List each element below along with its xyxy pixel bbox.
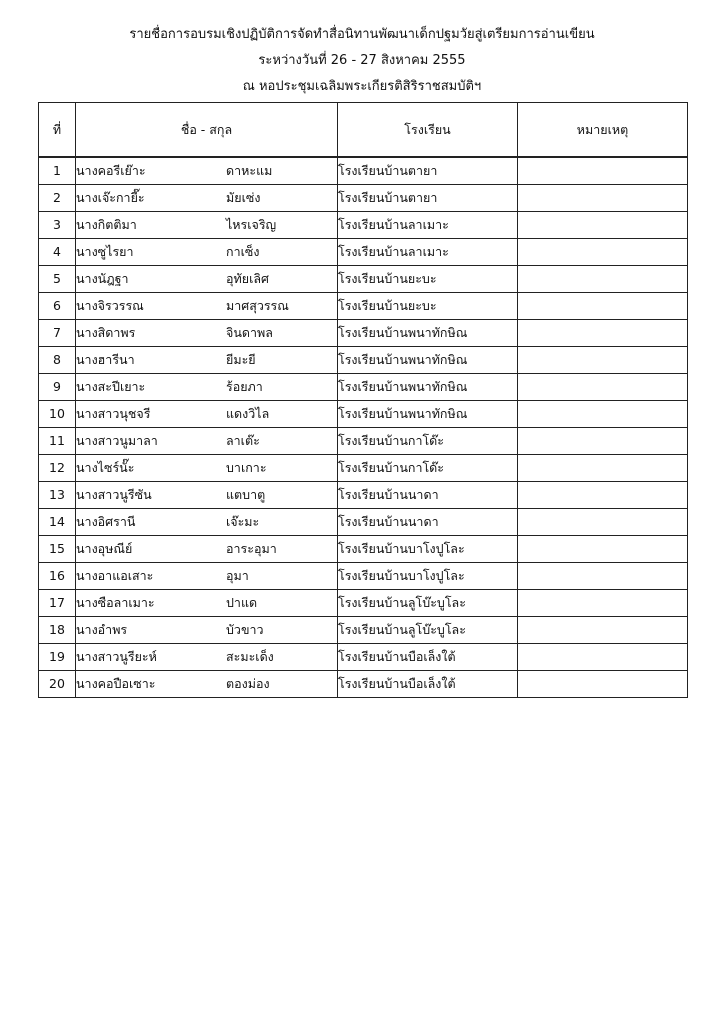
- row-number: 5: [39, 266, 76, 293]
- row-remark: [518, 401, 688, 428]
- row-number: 10: [39, 401, 76, 428]
- row-school: โรงเรียนบ้านยะบะ: [338, 293, 518, 320]
- row-first-name: นางสะปีเยาะ: [76, 379, 146, 394]
- row-last-name: จินดาพล: [226, 325, 273, 340]
- row-full-name: [76, 482, 338, 509]
- row-full-name: [76, 428, 338, 455]
- table-row: [39, 293, 688, 320]
- table-row: [39, 671, 688, 698]
- row-number: 20: [39, 671, 76, 698]
- row-school: โรงเรียนบ้านตายา: [338, 185, 518, 212]
- row-number: 7: [39, 320, 76, 347]
- row-school: โรงเรียนบ้านกาโด๊ะ: [338, 455, 518, 482]
- row-last-name: อาระอุมา: [226, 541, 277, 556]
- row-last-name: ดาหะแม: [226, 163, 273, 178]
- table-row: [39, 455, 688, 482]
- row-full-name: [76, 374, 338, 401]
- row-remark: [518, 185, 688, 212]
- row-school: โรงเรียนบ้านลูโบ๊ะบูโละ: [338, 590, 518, 617]
- row-full-name: [76, 644, 338, 671]
- row-last-name: ปาแด: [226, 595, 258, 610]
- row-school: โรงเรียนบ้านพนาทักษิณ: [338, 401, 518, 428]
- row-first-name: นางอิศรานี: [76, 514, 136, 529]
- row-number: 9: [39, 374, 76, 401]
- row-remark: [518, 590, 688, 617]
- row-last-name: สะมะเด็ง: [226, 649, 274, 664]
- row-last-name: อุทัยเลิศ: [226, 271, 269, 286]
- row-remark: [518, 644, 688, 671]
- document-title: รายชื่อการอบรมเชิงปฏิบัติการจัดทำสื่อนิทานพัฒนาเด็กปฐมวัยสู่เตรียมการอ่านเขียน: [129, 27, 595, 42]
- row-school: โรงเรียนบ้านลาเมาะ: [338, 212, 518, 239]
- row-full-name: [76, 212, 338, 239]
- row-school: โรงเรียนบ้านบือเล็งใต้: [338, 671, 518, 698]
- row-remark: [518, 266, 688, 293]
- document-venue-line: ณ หอประชุมเฉลิมพระเกียรติสิริราชสมบัติฯ: [242, 79, 482, 94]
- table-row: [39, 212, 688, 239]
- row-full-name: [76, 563, 338, 590]
- row-remark: [518, 239, 688, 266]
- row-remark: [518, 455, 688, 482]
- row-number: 11: [39, 428, 76, 455]
- row-number: 18: [39, 617, 76, 644]
- row-last-name: มัยเซ่ง: [226, 190, 261, 205]
- table-row: [39, 563, 688, 590]
- row-school: โรงเรียนบ้านนาดา: [338, 482, 518, 509]
- row-last-name: ยีมะยี: [226, 352, 256, 367]
- header-name: ชื่อ - สกุล: [76, 103, 338, 158]
- table-row: [39, 590, 688, 617]
- row-full-name: [76, 320, 338, 347]
- table-row: [39, 239, 688, 266]
- row-number: 15: [39, 536, 76, 563]
- row-school: โรงเรียนบ้านตายา: [338, 157, 518, 185]
- table-row: [39, 509, 688, 536]
- row-number: 12: [39, 455, 76, 482]
- table-row: [39, 266, 688, 293]
- header-school: โรงเรียน: [338, 103, 518, 158]
- row-last-name: ไหรเจริญ: [226, 217, 277, 232]
- row-last-name: บาเกาะ: [226, 460, 267, 475]
- row-school: โรงเรียนบ้านยะบะ: [338, 266, 518, 293]
- table-row: [39, 482, 688, 509]
- row-first-name: นางอุษณีย์: [76, 541, 133, 556]
- row-full-name: [76, 455, 338, 482]
- row-remark: [518, 374, 688, 401]
- row-full-name: [76, 536, 338, 563]
- row-full-name: [76, 157, 338, 185]
- row-full-name: [76, 617, 338, 644]
- row-first-name: นางนัฎฐา: [76, 271, 129, 286]
- row-remark: [518, 293, 688, 320]
- table-row: [39, 536, 688, 563]
- row-first-name: นางอำพร: [76, 622, 128, 637]
- row-last-name: ลาเต๊ะ: [226, 433, 260, 448]
- row-school: โรงเรียนบ้านบาโงปูโละ: [338, 536, 518, 563]
- row-school: โรงเรียนบ้านบือเล็งใต้: [338, 644, 518, 671]
- row-remark: [518, 212, 688, 239]
- table-body: [39, 157, 688, 698]
- row-number: 16: [39, 563, 76, 590]
- row-first-name: นางซือลาเมาะ: [76, 595, 155, 610]
- row-full-name: [76, 509, 338, 536]
- row-first-name: นางเจ๊ะกายี๊ะ: [76, 190, 145, 205]
- table-row: [39, 347, 688, 374]
- row-school: โรงเรียนบ้านบาโงปูโละ: [338, 563, 518, 590]
- row-remark: [518, 157, 688, 185]
- row-remark: [518, 617, 688, 644]
- row-last-name: เจ๊ะมะ: [226, 514, 260, 529]
- row-school: โรงเรียนบ้านพนาทักษิณ: [338, 347, 518, 374]
- table-row: [39, 644, 688, 671]
- row-first-name: นางคอปือเซาะ: [76, 676, 156, 691]
- header-no: ที่: [39, 103, 76, 158]
- row-full-name: [76, 401, 338, 428]
- row-number: 4: [39, 239, 76, 266]
- row-first-name: นางฮารีนา: [76, 352, 135, 367]
- table-row: [39, 185, 688, 212]
- row-first-name: นางจิรวรรณ: [76, 298, 144, 313]
- row-last-name: มาศสุวรรณ: [226, 298, 289, 313]
- row-school: โรงเรียนบ้านพนาทักษิณ: [338, 320, 518, 347]
- row-number: 1: [39, 157, 76, 185]
- row-school: โรงเรียนบ้านลาเมาะ: [338, 239, 518, 266]
- row-number: 17: [39, 590, 76, 617]
- table-row: [39, 374, 688, 401]
- row-remark: [518, 671, 688, 698]
- row-last-name: บัวขาว: [226, 622, 264, 637]
- row-full-name: [76, 590, 338, 617]
- row-first-name: นางคอรีเย๊าะ: [76, 163, 146, 178]
- row-number: 6: [39, 293, 76, 320]
- row-last-name: แดงวิไล: [226, 406, 270, 421]
- row-number: 19: [39, 644, 76, 671]
- row-first-name: นางสิดาพร: [76, 325, 136, 340]
- row-remark: [518, 536, 688, 563]
- participant-table: [38, 102, 688, 698]
- row-first-name: นางซูไรยา: [76, 244, 134, 259]
- row-remark: [518, 509, 688, 536]
- row-first-name: นางไซร์นั๊ะ: [76, 460, 135, 475]
- row-remark: [518, 428, 688, 455]
- row-number: 14: [39, 509, 76, 536]
- row-last-name: กาเซ็ง: [226, 244, 260, 259]
- row-last-name: อุมา: [226, 568, 249, 583]
- row-remark: [518, 482, 688, 509]
- row-school: โรงเรียนบ้านนาดา: [338, 509, 518, 536]
- row-full-name: [76, 185, 338, 212]
- row-number: 3: [39, 212, 76, 239]
- row-number: 2: [39, 185, 76, 212]
- table-row: [39, 157, 688, 185]
- header-remark: หมายเหตุ: [518, 103, 688, 158]
- row-last-name: ร้อยภา: [226, 379, 263, 394]
- row-first-name: นางกิตติมา: [76, 217, 137, 232]
- row-first-name: นางสาวนุชจรี: [76, 406, 151, 421]
- row-last-name: ตองม่อง: [226, 676, 270, 691]
- row-last-name: แตบาตู: [226, 487, 266, 502]
- row-school: โรงเรียนบ้านลูโบ๊ะบูโละ: [338, 617, 518, 644]
- row-first-name: นางสาวนูมาลา: [76, 433, 158, 448]
- row-first-name: นางสาวนูรียะห์: [76, 649, 157, 664]
- row-school: โรงเรียนบ้านพนาทักษิณ: [338, 374, 518, 401]
- document-date-line: ระหว่างวันที่ 26 - 27 สิงหาคม 2555: [258, 53, 466, 68]
- row-first-name: นางอาแอเสาะ: [76, 568, 154, 583]
- row-number: 13: [39, 482, 76, 509]
- row-remark: [518, 347, 688, 374]
- row-full-name: [76, 347, 338, 374]
- row-number: 8: [39, 347, 76, 374]
- table-row: [39, 617, 688, 644]
- row-remark: [518, 320, 688, 347]
- row-full-name: [76, 293, 338, 320]
- row-full-name: [76, 239, 338, 266]
- table-header-row: [39, 103, 688, 158]
- table-row: [39, 320, 688, 347]
- row-first-name: นางสาวนูรีซัน: [76, 487, 152, 502]
- row-remark: [518, 563, 688, 590]
- table-row: [39, 428, 688, 455]
- row-full-name: [76, 671, 338, 698]
- row-full-name: [76, 266, 338, 293]
- row-school: โรงเรียนบ้านกาโด๊ะ: [338, 428, 518, 455]
- table-row: [39, 401, 688, 428]
